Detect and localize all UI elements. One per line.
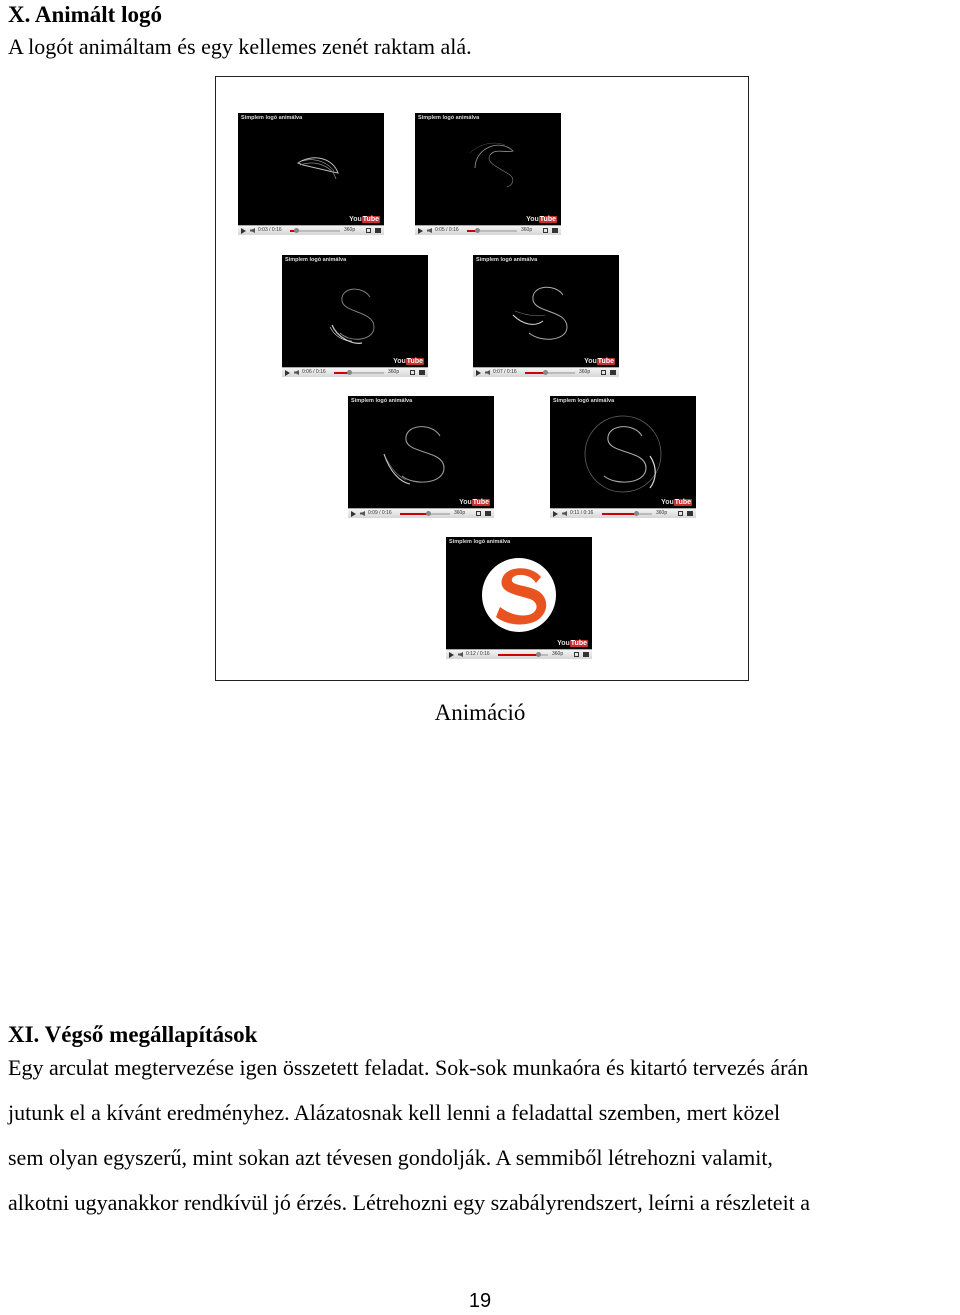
play-icon[interactable] — [476, 370, 481, 376]
popout-icon[interactable] — [610, 370, 616, 375]
figure-caption: Animáció — [434, 700, 526, 725]
progress-knob[interactable] — [543, 370, 548, 375]
video-controls — [348, 508, 494, 518]
progress-bar[interactable] — [334, 372, 384, 374]
section-intro-text: A logót animáltam és egy kellemes zenét raktam alá. — [8, 34, 472, 59]
video-screen[interactable] — [415, 113, 561, 225]
fullscreen-icon[interactable] — [366, 228, 371, 233]
video-frame — [446, 537, 592, 659]
fullscreen-icon[interactable] — [410, 370, 415, 375]
progress-fill — [400, 513, 428, 515]
video-screen[interactable] — [238, 113, 384, 225]
video-time: 0:05 / 0:16 — [435, 227, 459, 233]
progress-fill — [602, 513, 636, 515]
video-frame — [550, 396, 696, 518]
video-screen[interactable] — [348, 396, 494, 508]
popout-icon[interactable] — [687, 511, 693, 516]
volume-icon[interactable] — [458, 652, 463, 657]
progress-bar[interactable] — [525, 372, 575, 374]
video-title: Simplem logó animálva — [351, 398, 413, 404]
play-icon[interactable] — [449, 652, 454, 658]
volume-icon[interactable] — [294, 370, 299, 375]
play-icon[interactable] — [285, 370, 290, 376]
youtube-logo: YouTube — [459, 499, 489, 506]
volume-icon[interactable] — [360, 511, 365, 516]
video-frame — [473, 255, 619, 377]
video-time: 0:09 / 0:16 — [368, 510, 392, 516]
video-controls — [550, 508, 696, 518]
animation-figure — [215, 76, 749, 681]
video-controls — [238, 225, 384, 235]
play-icon[interactable] — [553, 511, 558, 517]
quality-label[interactable]: 360p — [656, 510, 668, 516]
quality-label[interactable]: 360p — [579, 369, 591, 375]
volume-icon[interactable] — [562, 511, 567, 516]
quality-label[interactable]: 360p — [521, 227, 533, 233]
play-icon[interactable] — [418, 228, 423, 234]
video-title: Simplem logó animálva — [241, 115, 303, 121]
video-controls — [473, 367, 619, 377]
quality-label[interactable]: 360p — [454, 510, 466, 516]
body-paragraph — [8, 1050, 960, 1230]
fullscreen-icon[interactable] — [574, 652, 579, 657]
progress-knob[interactable] — [347, 370, 352, 375]
video-frame — [415, 113, 561, 235]
popout-icon[interactable] — [583, 652, 589, 657]
section-heading-animalt-logo: X. Animált logó — [8, 2, 162, 27]
quality-label[interactable]: 360p — [388, 369, 400, 375]
youtube-logo: YouTube — [393, 358, 423, 365]
logo-animation-art — [238, 113, 384, 225]
progress-knob[interactable] — [634, 511, 639, 516]
progress-fill — [498, 654, 538, 656]
video-title: Simplem logó animálva — [449, 539, 511, 545]
youtube-logo: YouTube — [349, 216, 379, 223]
video-time: 0:12 / 0:16 — [466, 651, 490, 657]
video-screen[interactable] — [473, 255, 619, 367]
video-title: Simplem logó animálva — [285, 257, 347, 263]
video-frame — [238, 113, 384, 235]
fullscreen-icon[interactable] — [476, 511, 481, 516]
play-icon[interactable] — [241, 228, 246, 234]
logo-animation-art — [415, 113, 561, 225]
popout-icon[interactable] — [419, 370, 425, 375]
progress-knob[interactable] — [475, 228, 480, 233]
logo-animation-art — [550, 396, 696, 508]
fullscreen-icon[interactable] — [543, 228, 548, 233]
video-controls — [446, 649, 592, 659]
progress-bar[interactable] — [467, 230, 517, 232]
youtube-logo: YouTube — [661, 499, 691, 506]
section-heading-vegso: XI. Végső megállapítások — [8, 1022, 258, 1047]
volume-icon[interactable] — [485, 370, 490, 375]
logo-animation-art — [473, 255, 619, 367]
video-frame — [282, 255, 428, 377]
logo-animation-art — [348, 396, 494, 508]
paragraph-line: Egy arculat megtervezése igen összetett feladat. Sok-sok munkaóra és kitartó tervezés árán — [8, 1055, 809, 1080]
video-time: 0:03 / 0:16 — [258, 227, 282, 233]
video-frame — [348, 396, 494, 518]
video-title: Simplem logó animálva — [476, 257, 538, 263]
simplem-logo — [446, 537, 592, 649]
youtube-logo: YouTube — [557, 640, 587, 647]
progress-bar[interactable] — [498, 654, 548, 656]
popout-icon[interactable] — [485, 511, 491, 516]
youtube-logo: YouTube — [526, 216, 556, 223]
paragraph-line: sem olyan egyszerű, mint sokan azt tévesen gondolják. A semmiből létrehozni valamit, — [8, 1145, 773, 1170]
video-time: 0:07 / 0:16 — [493, 369, 517, 375]
video-time: 0:11 / 0:16 — [570, 510, 594, 516]
fullscreen-icon[interactable] — [678, 511, 683, 516]
video-screen[interactable] — [550, 396, 696, 508]
progress-knob[interactable] — [426, 511, 431, 516]
play-icon[interactable] — [351, 511, 356, 517]
video-controls — [282, 367, 428, 377]
progress-bar[interactable] — [290, 230, 340, 232]
video-title: Simplem logó animálva — [553, 398, 615, 404]
fullscreen-icon[interactable] — [601, 370, 606, 375]
video-screen[interactable] — [446, 537, 592, 649]
video-controls — [415, 225, 561, 235]
quality-label[interactable]: 360p — [552, 651, 564, 657]
paragraph-line: alkotni ugyanakkor rendkívül jó érzés. Létrehozni egy szabályrendszert, leírni a részleteit a — [8, 1190, 811, 1215]
paragraph-line: jutunk el a kívánt eredményhez. Alázatosnak kell lenni a feladattal szemben, mert közel — [8, 1100, 781, 1125]
progress-knob[interactable] — [536, 652, 541, 657]
video-time: 0:06 / 0:16 — [302, 369, 326, 375]
volume-icon[interactable] — [250, 228, 255, 233]
popout-icon[interactable] — [552, 228, 558, 233]
popout-icon[interactable] — [375, 228, 381, 233]
logo-animation-art — [282, 255, 428, 367]
progress-bar[interactable] — [400, 513, 450, 515]
video-title: Simplem logó animálva — [418, 115, 480, 121]
youtube-logo: YouTube — [584, 358, 614, 365]
video-screen[interactable] — [282, 255, 428, 367]
progress-bar[interactable] — [602, 513, 652, 515]
page-number: 19 — [468, 1290, 492, 1312]
volume-icon[interactable] — [427, 228, 432, 233]
progress-fill — [525, 372, 545, 374]
progress-knob[interactable] — [294, 228, 299, 233]
quality-label[interactable]: 360p — [344, 227, 356, 233]
